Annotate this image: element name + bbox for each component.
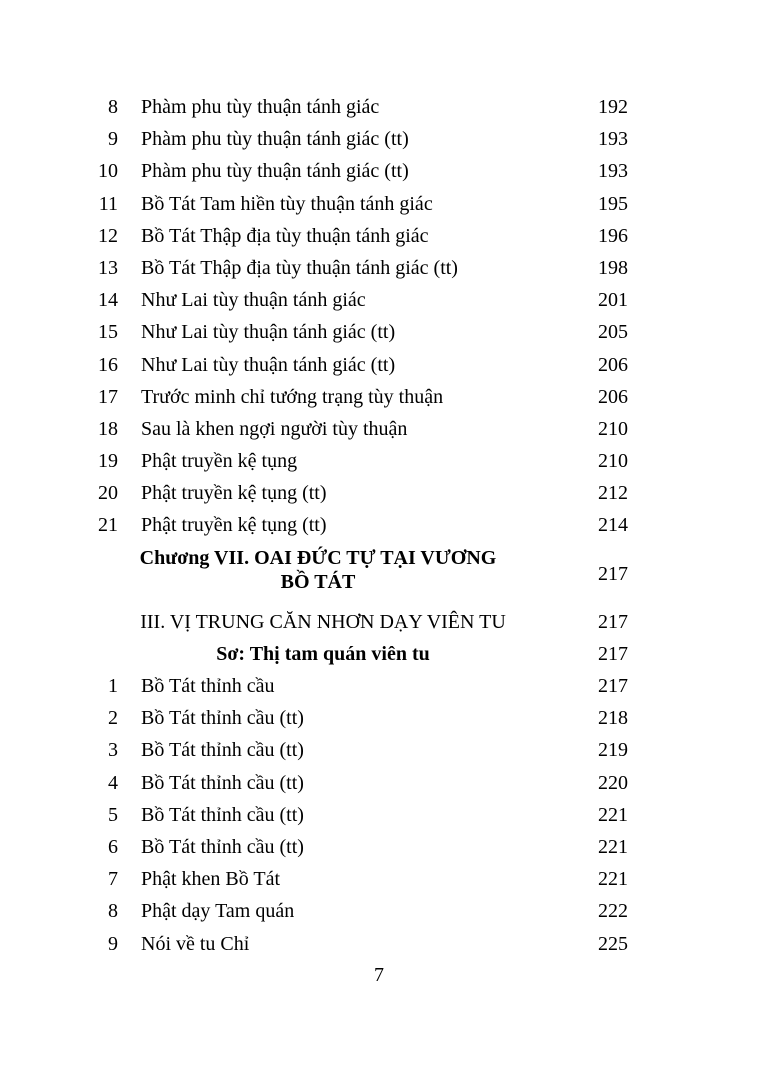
toc-entry	[0, 799, 758, 831]
chapter-heading	[0, 542, 758, 606]
page-number: 7	[374, 964, 384, 986]
toc-entries-group-b	[0, 670, 758, 960]
toc-entry-page: 210	[598, 450, 628, 473]
toc-entry-number: 6	[108, 835, 118, 858]
toc-entry	[0, 123, 758, 155]
toc-entry-number: 19	[98, 450, 118, 473]
toc-entry-page: 198	[598, 256, 628, 279]
toc-entry-title: Phật khen Bồ Tát	[141, 868, 281, 891]
toc-entry	[0, 509, 758, 541]
toc-entry-title: Bồ Tát Thập địa tùy thuận tánh giác (tt)	[141, 256, 458, 279]
toc-entry-number: 10	[98, 160, 118, 183]
toc-entry-title: Phật dạy Tam quán	[141, 900, 295, 923]
toc-entry	[0, 188, 758, 220]
toc-entry	[0, 928, 758, 960]
toc-entry-number: 11	[98, 192, 118, 215]
toc-entry-page: 225	[598, 932, 628, 955]
toc-entry-number: 5	[108, 803, 118, 826]
toc-entry	[0, 284, 758, 316]
toc-entry	[0, 445, 758, 477]
toc-entry-title: Phật truyền kệ tụng (tt)	[141, 482, 327, 505]
section-heading	[0, 606, 758, 638]
toc-entry-title: Như Lai tùy thuận tánh giác (tt)	[141, 321, 396, 344]
toc-entry	[0, 349, 758, 381]
toc-entry-title: Sau là khen ngợi người tùy thuận	[141, 417, 408, 440]
toc-entry-title: Phàm phu tùy thuận tánh giác (tt)	[141, 128, 409, 151]
toc-entry-page: 205	[598, 321, 628, 344]
toc-entry	[0, 734, 758, 766]
toc-entry	[0, 252, 758, 284]
toc-entry-number: 9	[108, 128, 118, 151]
toc-entry-title: Bồ Tát thỉnh cầu (tt)	[141, 707, 304, 730]
toc-entry-page: 210	[598, 417, 628, 440]
toc-entry-page: 219	[598, 739, 628, 762]
subsection-page: 217	[598, 642, 628, 665]
subsection-heading	[0, 638, 758, 670]
toc-entry	[0, 895, 758, 927]
toc-entry-title: Nói về tu Chỉ	[141, 932, 250, 955]
subsection-title: Sơ: Thị tam quán viên tu	[216, 642, 430, 665]
toc-entry-number: 20	[98, 482, 118, 505]
toc-entry-title: Phàm phu tùy thuận tánh giác (tt)	[141, 160, 409, 183]
toc-entries-group-a	[0, 91, 758, 542]
toc-entry-title: Phật truyền kệ tụng (tt)	[141, 514, 327, 537]
table-of-contents	[0, 91, 758, 960]
toc-entry-number: 14	[98, 289, 118, 312]
toc-entry-page: 221	[598, 868, 628, 891]
toc-entry-number: 2	[108, 707, 118, 730]
toc-entry	[0, 767, 758, 799]
toc-entry-number: 8	[108, 900, 118, 923]
toc-entry-number: 18	[98, 417, 118, 440]
toc-entry-number: 7	[108, 868, 118, 891]
chapter-title-line1: Chương VII. OAI ĐỨC TỰ TẠI VƯƠNG	[139, 546, 497, 569]
toc-entry-page: 193	[598, 160, 628, 183]
toc-entry	[0, 477, 758, 509]
toc-entry-number: 12	[98, 224, 118, 247]
toc-entry-page: 195	[598, 192, 628, 215]
toc-entry-title: Bồ Tát thỉnh cầu (tt)	[141, 803, 304, 826]
toc-entry-number: 17	[98, 385, 118, 408]
toc-entry-title: Như Lai tùy thuận tánh giác	[141, 289, 366, 312]
toc-entry-number: 3	[108, 739, 118, 762]
toc-entry-page: 212	[598, 482, 628, 505]
toc-entry	[0, 670, 758, 702]
toc-entry-number: 1	[108, 675, 118, 697]
chapter-title	[118, 546, 518, 594]
chapter-page: 217	[598, 562, 628, 585]
toc-entry-number: 4	[108, 771, 118, 794]
toc-entry-number: 21	[98, 514, 118, 537]
toc-entry-title: Phàm phu tùy thuận tánh giác	[141, 96, 380, 118]
section-title: III. VỊ TRUNG CĂN NHƠN DẠY VIÊN TU	[140, 610, 506, 633]
toc-entry-page: 193	[598, 128, 628, 151]
toc-entry-title: Bồ Tát thỉnh cầu (tt)	[141, 771, 304, 794]
toc-entry-title: Bồ Tát thỉnh cầu (tt)	[141, 835, 304, 858]
toc-entry-title: Bồ Tát thỉnh cầu (tt)	[141, 739, 304, 762]
toc-entry-page: 218	[598, 707, 628, 730]
toc-entry-title: Phật truyền kệ tụng	[141, 450, 298, 473]
toc-entry-number: 15	[98, 321, 118, 344]
toc-entry-number: 13	[98, 256, 118, 279]
toc-entry	[0, 413, 758, 445]
chapter-title-line2: BỒ TÁT	[280, 570, 356, 593]
toc-entry-page: 192	[598, 96, 628, 118]
toc-entry-page: 217	[598, 675, 628, 697]
toc-entry-number: 9	[108, 932, 118, 955]
toc-entry	[0, 702, 758, 734]
toc-entry	[0, 316, 758, 348]
toc-entry	[0, 863, 758, 895]
toc-entry-title: Như Lai tùy thuận tánh giác (tt)	[141, 353, 396, 376]
toc-entry-title: Bồ Tát thỉnh cầu	[141, 675, 275, 697]
toc-entry-number: 8	[108, 96, 118, 118]
toc-entry-page: 221	[598, 803, 628, 826]
toc-entry	[0, 831, 758, 863]
toc-entry-page: 221	[598, 835, 628, 858]
toc-entry	[0, 220, 758, 252]
toc-entry	[0, 91, 758, 123]
toc-entry	[0, 381, 758, 413]
toc-entry-page: 206	[598, 353, 628, 376]
toc-entry-page: 214	[598, 514, 628, 537]
toc-entry-page: 222	[598, 900, 628, 923]
section-page: 217	[598, 610, 628, 633]
toc-entry-title: Trước minh chỉ tướng trạng tùy thuận	[141, 385, 444, 408]
toc-entry-page: 206	[598, 385, 628, 408]
toc-entry-page: 220	[598, 771, 628, 794]
toc-entry-page: 201	[598, 289, 628, 312]
toc-entry-title: Bồ Tát Tam hiền tùy thuận tánh giác	[141, 192, 433, 215]
toc-entry-title: Bồ Tát Thập địa tùy thuận tánh giác	[141, 224, 429, 247]
toc-entry-page: 196	[598, 224, 628, 247]
toc-entry	[0, 155, 758, 187]
toc-entry-number: 16	[98, 353, 118, 376]
